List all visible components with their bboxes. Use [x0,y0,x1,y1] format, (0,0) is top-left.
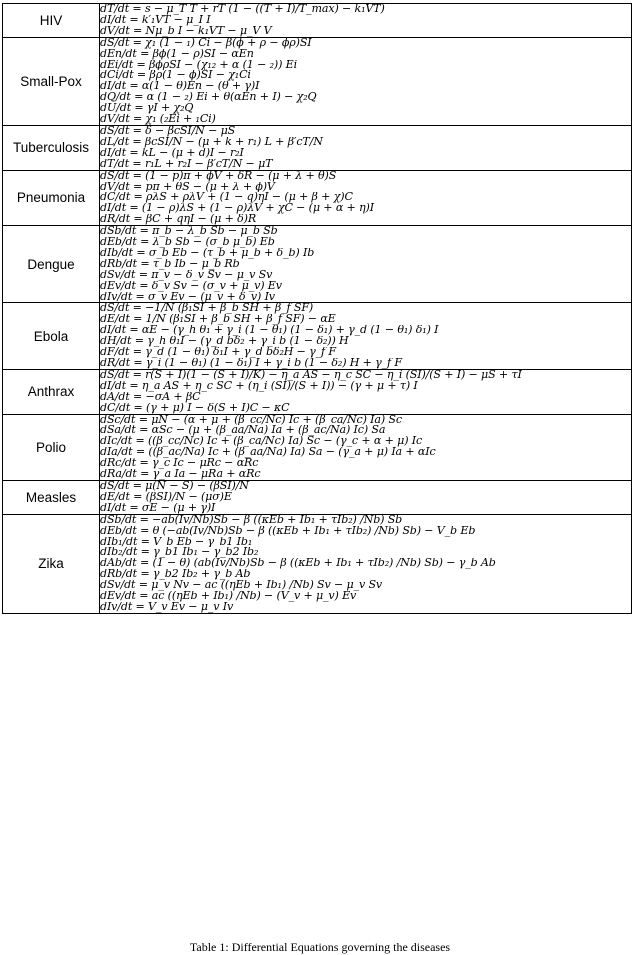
equations-cell [100,125,632,170]
equation-line: dI/dt = αE − (γ_h θ₁ + γ_i (1 − θ₁) (1 − δ₁) + γ_d (1 − θ₁) δ₁) I [100,325,439,337]
equation-line: dI/dt = η_a AS + η_c SC + (η_i (SI)/(S + I)) − (γ + μ + τ) I [100,380,418,392]
equations-cell [100,514,632,613]
table-row [3,414,632,480]
equation-line: dRc/dt = γ_c Ic − μRc − αRc [100,458,259,470]
equation-line: dV/dt = pπ + θS − (μ + λ + ϕ)V [100,181,275,193]
equation-line: dC/dt = ρλS + ρλV + (1 − q)ηI − (μ + β + χ)C [100,192,353,204]
equation-line: dSa/dt = αSc − (μ + (β_aa/Na) Ia + (β_ac/Na) Ic) Sa [100,425,386,437]
equation-line: dSv/dt = π_v − δ_v Sv − μ_v Sv [100,269,273,281]
equation-line: dSb/dt = π_b − λ_b Sb − μ_b Sb [100,226,278,238]
equation-line: dSc/dt = μN − (α + μ + (β_cc/Nc) Ic + (β_ca/Nc) Ia) Sc [100,414,402,426]
disease-name-cell: Tuberculosis [3,125,100,170]
equation-line: dIa/dt = ((β_ac/Na) Ic + (β_aa/Na) Ia) Sa − (γ_a + μ) Ia + αIc [100,447,436,459]
equations-cell [100,4,632,38]
equation-line: dS/dt = (1 − p)π + ϕV + δR − (μ + λ + θ)S [100,170,337,182]
equation-line: dS/dt = r(S + I)(1 − (S + I)/K) − η_a AS − η_c SC − η_i (SI)/(S + I) − μS + τI [100,369,522,381]
equation-line: dAb/dt = (1 − θ) (ab(Iv/Nb)Sb − β ((κEb + Ib₁ + τIb₂) /Nb) Sb) − γ_b Ab [100,558,496,570]
equation-line: dI/dt = σE − (μ + γ)I [100,502,216,514]
equation-line: dIb₁/dt = V_b Eb − γ_b1 Ib₁ [100,536,253,548]
equation-line: dEi/dt = βϕρSI − (χ₁₂ + α (1 − ₂)) Ei [100,59,297,71]
table-row [3,125,632,170]
equation-line: dT/dt = r₁L + r₂I − β′cT/N − μT [100,158,273,170]
equation-line: dS/dt = χ₁ (1 − ₁) Ci − β(ϕ + ρ − ϕρ)SI [100,37,312,49]
equation-line: dH/dt = γ_h θ₁I − (γ_d bδ₂ + γ_i b (1 − δ₂)) H [100,336,349,348]
equations-cell [100,226,632,303]
equation-line: dCi/dt = βρ(1 − ϕ)SI − χ₁Ci [100,70,251,82]
table-row [3,4,632,38]
equations-cell [100,303,632,369]
equation-line: dIb₂/dt = γ_b1 Ib₁ − γ_b2 Ib₂ [100,547,259,559]
differential-equations-table [2,3,632,614]
equations-cell [100,170,632,226]
equation-line: dRb/dt = γ_b2 Ib₂ + γ_b Ab [100,569,251,581]
table-row [3,170,632,226]
equation-line: dS/dt = μ(N − S) − (βSI)/N [100,480,249,492]
equation-line: dEb/dt = λ_b Sb − (σ_b μ_b) Eb [100,237,275,248]
equation-line: dT/dt = s − μ_T T + rT (1 − ((T + I)/T_max) − k₁VT) [100,4,385,15]
disease-name-cell: Dengue [3,226,100,303]
equation-line: dS/dt = −1/N (β₁SI + β_b SH + β_f SF) [100,303,314,315]
disease-name-cell: Measles [3,480,100,514]
equation-line: dS/dt = δ − βcSI/N − μS [100,125,236,137]
disease-name-cell: Zika [3,514,100,613]
equations-cell [100,369,632,414]
equation-line: dE/dt = (βSI)/N − (μσ)E [100,491,232,503]
equation-line: dR/dt = βC + qηI − (μ + δ)R [100,214,257,226]
table-row [3,369,632,414]
equation-line: dL/dt = βcSI/N − (μ + k + r₁) L + β′cT/N [100,136,323,148]
equation-line: dC/dt = (γ + μ) I − δ(S + I)C − κC [100,402,290,414]
equation-line: dIv/dt = σ_v Ev − (μ_v + δ_v) Iv [100,291,275,303]
equation-line: dEb/dt = θ (−ab(Iv/Nb)Sb − β ((κEb + Ib₁ + τIb₂) /Nb) Sb) − V_b Eb [100,525,476,537]
table-row [3,303,632,369]
equation-line: dEn/dt = βϕ(1 − ρ)SI − αEn [100,48,254,60]
equation-line: dE/dt = 1/N (β₁SI + β_b SH + β_f SF) − αE [100,314,336,326]
equation-line: dR/dt = γ_i (1 − θ₁) (1 − δ₁) I + γ_i b (1 − δ₂) H + γ_f F [100,358,402,369]
equation-line: dEv/dt = δ_v Sv − (σ_v + μ_v) Ev [100,280,282,292]
equation-line: dQ/dt = α (1 − ₂) Ei + θ(αEn + I) − χ₂Q [100,92,317,104]
equation-line: dU/dt = γI + χ₂Q [100,103,194,115]
equation-line: dI/dt = kL − (μ + d)I − r₂I [100,147,244,159]
table-body [3,4,632,614]
equation-line: dIc/dt = ((β_cc/Nc) Ic + (β_ca/Nc) Ia) Sc − (γ_c + α + μ) Ic [100,436,423,448]
equation-line: dI/dt = k′₁VT − μ_I I [100,14,211,26]
disease-name-cell: HIV [3,4,100,38]
equation-line: dA/dt = −σA + βC [100,391,201,403]
equation-line: dIb/dt = σ_b Eb − (τ_b + μ_b + δ_b) Ib [100,247,315,259]
table-caption: Table 1: Differential Equations governing the diseases [189,940,451,954]
disease-name-cell: Small-Pox [3,37,100,125]
equation-line: dF/dt = γ_d (1 − θ₁) δ₁I + γ_d bδ₂H − γ_f F [100,347,336,358]
equations-cell [100,480,632,514]
disease-name-cell: Ebola [3,303,100,369]
equations-cell [100,37,632,125]
table-row [3,480,632,514]
equation-line: dRa/dt = γ_a Ia − μRa + αRc [100,469,261,480]
table-row [3,514,632,613]
equation-line: dV/dt = Nμ_b I − k₁VT − μ_V V [100,25,272,37]
table-row [3,226,632,303]
equation-line: dIv/dt = V_v Ev − μ_v Iv [100,601,234,613]
disease-name-cell: Pneumonia [3,170,100,226]
table-row [3,37,632,125]
equation-line: dI/dt = α(1 − θ)En − (θ + γ)I [100,81,260,93]
equations-cell [100,414,632,480]
disease-name-cell: Polio [3,414,100,480]
equation-line: dI/dt = (1 − ρ)λS + (1 − ρ)λV + χC − (μ + α + η)I [100,203,374,215]
equation-line: dRb/dt = τ_b Ib − μ_b Rb [100,258,240,270]
equation-line: dSb/dt = −ab(Iv/Nb)Sb − β ((κEb + Ib₁ + τIb₂) /Nb) Sb [100,514,403,526]
disease-name-cell: Anthrax [3,369,100,414]
equation-line: dEv/dt = ac ((ηEb + Ib₁) /Nb) − (V_v + μ_v) Ev [100,591,357,602]
equation-line: dSv/dt = μ_v Nv − ac ((ηEb + Ib₁) /Nb) Sv − μ_v Sv [100,580,383,592]
equation-line: dV/dt = χ₁ (₂Ei + ₁Ci) [100,114,216,125]
